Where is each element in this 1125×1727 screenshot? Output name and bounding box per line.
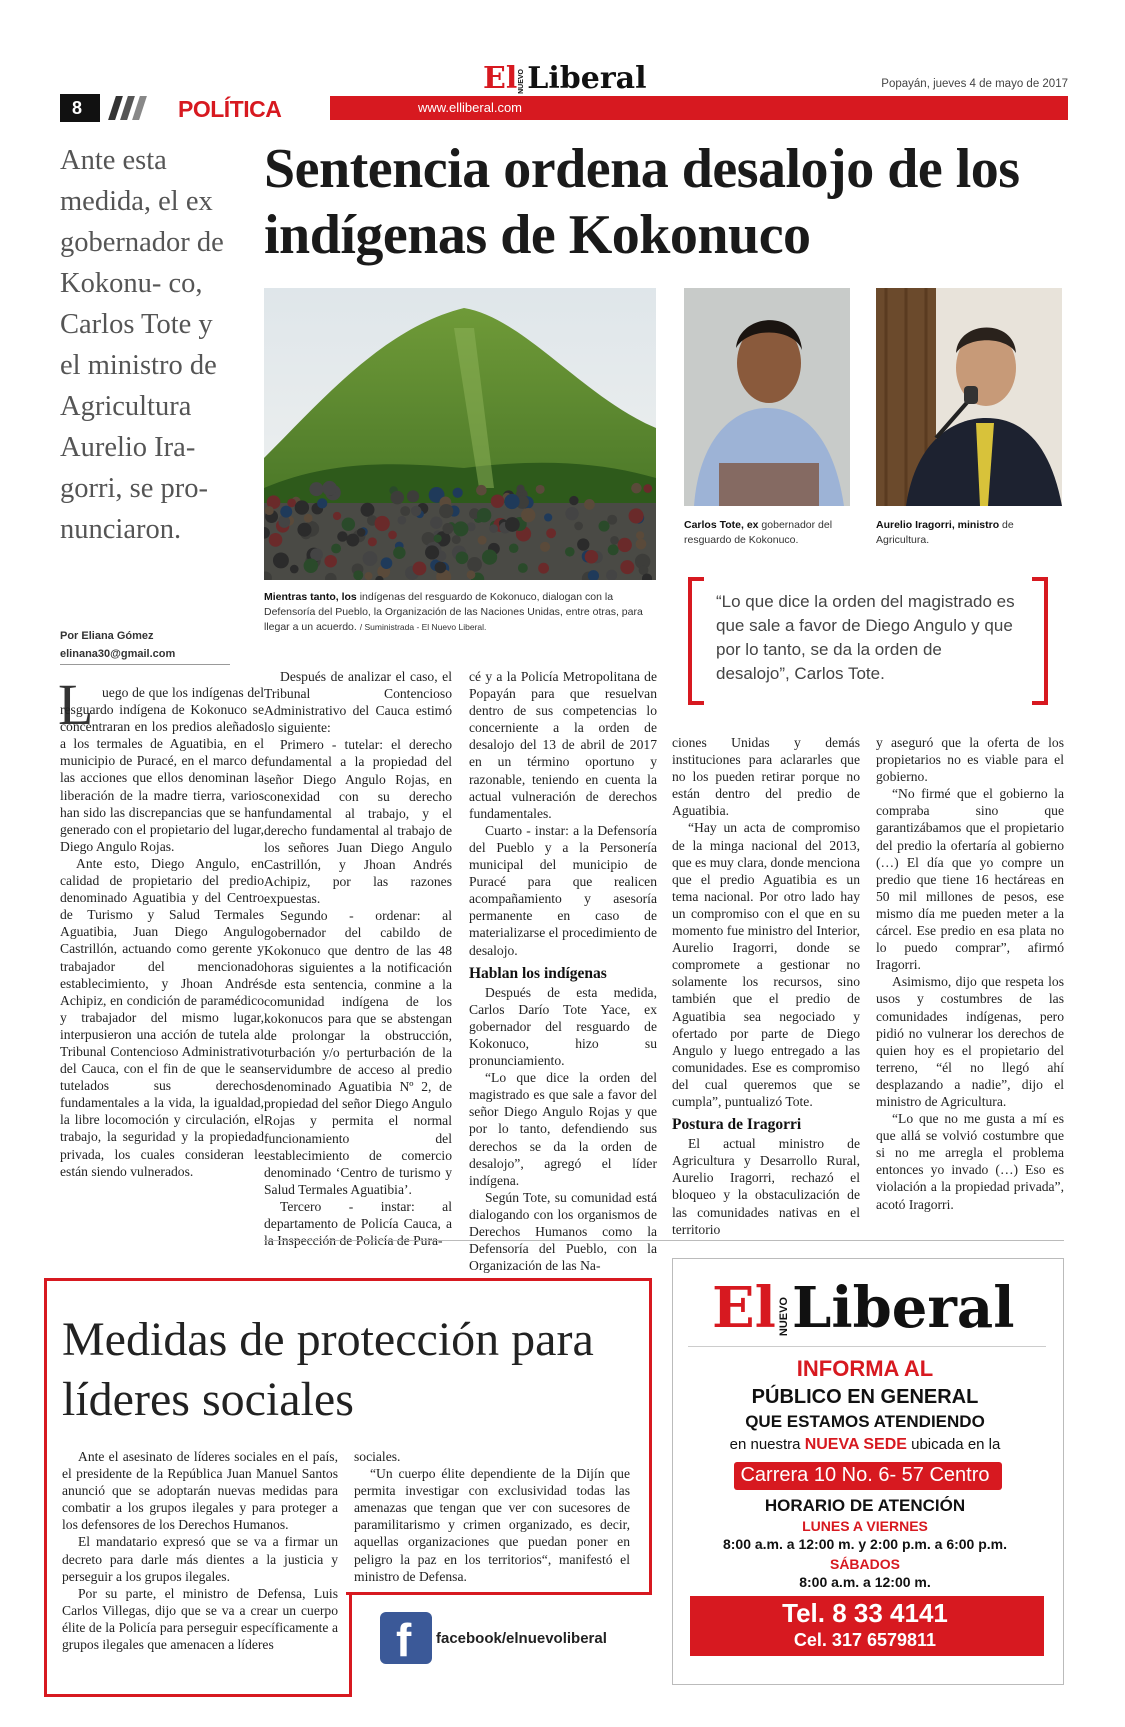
article-col2 [264, 668, 452, 1249]
article-col3-p2: Cuarto - instar: a la Defensoría del Pueblo y a la Personería municipal del municipio de Puracé para que realicen acompañamiento y asesoría permanente en caso de materializarse el procedimiento de desalojo. [469, 822, 657, 958]
article-col3-p1: cé y a la Policía Metropolitana de Popayán para que resuelvan dentro de sus competencias lo concerniente a la orden de desalojo del 13 de abril de 2017 en un término oportuno y razonable, teniendo en cuenta la actual vulneración de derechos fundamentales. [469, 669, 657, 821]
facebook-handle[interactable]: facebook/elnuevoliberal [436, 1630, 607, 1647]
ad-line4-highlight: NUEVA SEDE [804, 1436, 907, 1453]
byline-rule [60, 664, 230, 665]
ad-line4-pre: en nuestra [729, 1436, 801, 1453]
article-col5-p4: “Lo que no me gusta a mí es que allá se volvió costumbre que si no me arregla el problema entonces yo invado (…) Eso es violación a la propiedad privada”, acotó Iragorri. [876, 1111, 1064, 1212]
article-col1-p2: Ante esto, Diego Angulo, en calidad de propietario del predio denominado Aguatibia y del Centro de Turismo y Salud Termales Aguatibia, Juan Diego Angulo Castrillón, actuando como gerente y trabajador del mencionado establecimiento, y Jhoan Andrés Achipiz, en condición de paramédico y trabajador del mismo lugar, interpusieron una acción de tutela al Tribunal Contencioso Administrativo del Cauca, con el fin de que le sean tutelados sus derechos fundamentales a la vida, la igualdad, la libre locomoción y circulación, el trabajo, la seguridad y la propiedad privada, los cuales consideran le están siendo vulnerados. [60, 855, 264, 1179]
article-col5-p3: Asimismo, dijo que respeta los usos y costumbres de las comunidades indígenas, pero pidió no vulnerar los derechos de quien hoy es el propietario del terreno, “él no llegó ahí desplazando a nadie”, dijo el ministro de Agricultura. [876, 974, 1064, 1109]
article-col5 [876, 734, 1064, 1213]
ad-line1: INFORMA AL [796, 1356, 934, 1381]
article-col2-p4: Tercero - instar: al departamento de Policía Cauca, a la Inspección de Policía de Pura- [264, 1198, 452, 1249]
box-col1-p1: Ante el asesinato de líderes sociales en el país, el presidente de la República Juan Manuel Santos anunció que se adoptarán nuevas medidas para combatir a los grupos ilegales y para proteger a los defensores de los Derechos Humanos. [62, 1449, 338, 1533]
portrait-aurelio-iragorri [876, 288, 1062, 506]
main-photo-caption-text: indígenas del resguardo de Kokonuco, dialogan con la Defensoría del Pueblo, la Organización de las Naciones Unidas, entre otras, para llegar a un acuerdo. [264, 591, 643, 633]
ad-inner-rule [688, 1346, 1046, 1347]
main-photo-credit: / Suministrada - El Nuevo Liberal. [359, 622, 487, 632]
sidebar-pullquote: Ante esta medida, el ex gobernador de Kokonu- co, Carlos Tote y el ministro de Agricultura Aurelio Ira- gorri, se pro- nunciaron. [60, 145, 224, 545]
quote-bracket-left [688, 577, 704, 705]
main-photo-caption [264, 590, 656, 635]
box-col1-p3: Por su parte, el ministro de Defensa, Luis Carlos Villegas, dijo que se va a crear un cuerpo élite de la Policía para perseguir específicamente a grupos ilegales que amenacen a líderes [62, 1585, 338, 1653]
masthead-logo[interactable] [483, 58, 646, 94]
ad-logo [712, 1275, 1015, 1341]
ad-line4-post: ubicada en la [911, 1436, 1001, 1453]
ad-saturday-hours: 8:00 a.m. a 12:00 m. [799, 1574, 931, 1590]
portrait2-caption-text: de Agricultura. [876, 519, 1014, 546]
article-col2-p2: Primero - tutelar: el derecho fundamental a la propiedad del señor Diego Angulo Rojas, en conexidad con su derecho fundamental al trabajo, y el derecho fundamental al trabajo de los señores Juan Diego Angulo Castrillón, y Jhoan Andrés Achipiz, por las razones expuestas. [264, 737, 452, 907]
ad-saturday: SÁBADOS [829, 1556, 900, 1572]
ad-logo-el: El [712, 1275, 776, 1341]
ad-cel[interactable]: Cel. 317 6579811 [793, 1630, 937, 1650]
portrait1-caption-bold: Carlos Tote, ex [684, 519, 759, 531]
box-col2-p2: “Un cuerpo élite dependiente de la Dijín que permita investigar con exclusividad todas las amenazas que tengan que ver con sucesores de paramilitarismo y crimen organizado, es decir, aquellas organizaciones que puedan poner en peligro la paz en los territorios“, manifestó el ministro de Defensa. [354, 1466, 630, 1584]
byline: Por Eliana Gómez [60, 630, 154, 642]
subhead-hablan: Hablan los indígenas [469, 964, 607, 982]
section-divider [264, 1240, 1064, 1241]
main-headline: Sentencia ordena desalojo de los indígenas de Kokonuco [264, 138, 1020, 266]
quote-bracket-right [1032, 577, 1048, 705]
article-col1 [60, 684, 264, 1180]
byline-email[interactable]: elinana30@gmail.com [60, 648, 176, 660]
ad-line4 [680, 1436, 1050, 1454]
box-headline: Medidas de protección para líderes sociales [62, 1313, 594, 1426]
box-col2 [354, 1448, 630, 1585]
logo-liberal: Liberal [527, 61, 647, 96]
article-col4-p2: “Hay un acta de compromiso de la minga nacional del 2013, que es muy clara, donde menciona que el predio Aguatibia es un tema nacional. Por otro lado hay un compromiso con el que en su momento fue ministro del Interior, Aurelio Iragorri, donde se compromete a gestionar no solamente los recursos, sino también que el predio de Aguatibia sea negociado y ofertado por parte de Diego Angulo y luego entregado a las comunidades. Ese es compromiso del cual queremos que se cumpla”, puntualizó Tote. [672, 820, 860, 1109]
pull-quote: “Lo que dice la orden del magistrado es que sale a favor de Diego Angulo y que por lo tanto, se da la orden de desalojo”, Carlos Tote. [716, 592, 1015, 683]
facebook-icon[interactable]: f [380, 1612, 432, 1664]
article-col4-p3: El actual ministro de Agricultura y Desarrollo Rural, Aurelio Iragorri, rechazó el bloqueo y la obstaculización de las comunidades nativas en el territorio [672, 1136, 860, 1237]
ad-address: Carrera 10 No. 6- 57 Centro [740, 1464, 990, 1486]
article-col3-p4: “Lo que dice la orden del magistrado es que sale a favor del señor Diego Angulo Rojas y que por lo tanto, defendiendo sus derechos se da la orden de desalojo”, agregó el líder indígena. [469, 1070, 657, 1188]
ad-logo-nuevo: NUEVO [777, 1296, 790, 1336]
article-col3-p5: Según Tote, su comunidad está dialogando con los organismos de Derechos Humanos como la Defensoría del Pueblo, con la Organización de las Na- [469, 1189, 657, 1274]
portrait2-caption [876, 518, 1056, 548]
logo-el: El [483, 61, 518, 96]
article-col1-p1: uego de que los indígenas del resguardo indígena de Kokonuco se concentraran en los predios aleñados a los termales de Aguatibia, en el municipio de Puracé, en el marco de las acciones que ellos denominan la liberación de la madre tierra, varios han sido las discrepancias que se han generado con el propietario del lugar, Diego Angulo Rojas. [60, 685, 264, 854]
article-col5-p2: “No firmé que el gobierno la compraba sino que garantizábamos que el propietario del predio la ofertaría al gobierno (…) El día que yo compre un predio que tiene 16 hectáreas en 50 mil millones de pesos, ese mismo día me pueden meter a la cárcel. Ese predio en esa plata no lo puedo comprar”, afirmó Iragorri. [876, 786, 1064, 973]
portrait1-caption-text: gobernador del resguardo de Kokonuco. [684, 519, 833, 546]
header-bar [60, 94, 1068, 122]
article-col5-p1: y aseguró que la oferta de los propietarios no es viable para el gobierno. [876, 735, 1064, 785]
article-col4-p1: ciones Unidas y demás instituciones para aclararles que no los pueden retirar porque no están dentro del predio de Aguatibia. [672, 735, 860, 819]
subhead-postura: Postura de Iragorri [672, 1116, 802, 1134]
page-number: 8 [71, 98, 82, 118]
portrait1-caption [684, 518, 850, 548]
article-col3-p3: Después de esta medida, Carlos Darío Tote Yace, ex gobernador del resguardo de Kokonuco, hizo su pronunciamiento. [469, 984, 657, 1069]
box-col1 [62, 1448, 338, 1653]
logo-nuevo: NUEVO [518, 69, 526, 94]
main-photo-caption-bold: Mientras tanto, los [264, 591, 357, 603]
box-col1-p2: El mandatario expresó que se va a firmar un decreto para darle más dientes a la justicia y perseguir a los grupos ilegales. [62, 1534, 338, 1584]
portrait2-caption-bold: Aurelio Iragorri, ministro [876, 519, 1000, 531]
drop-cap: L [58, 672, 94, 737]
ad-weekday-hours: 8:00 a.m. a 12:00 m. y 2:00 p.m. a 6:00 p.m. [722, 1536, 1008, 1552]
portrait-carlos-tote [684, 288, 850, 506]
dateline: Popayán, jueves 4 de mayo de 2017 [881, 78, 1068, 90]
article-col3 [469, 668, 657, 1274]
box-col2-p1: sociales. [354, 1449, 401, 1464]
article-col4 [672, 734, 860, 1238]
website-label[interactable]: www.elliberal.com [417, 100, 523, 115]
ad-hours-title: HORARIO DE ATENCIÓN [764, 1496, 966, 1515]
mountain-photo [264, 288, 656, 580]
article-col2-p1: Después de analizar el caso, el Tribunal Contencioso Administrativo del Cauca estimó lo siguiente: [264, 669, 452, 736]
sidebar-story-box-step [346, 1592, 649, 1595]
ad-weekdays: LUNES A VIERNES [802, 1518, 928, 1534]
ad-logo-liberal: Liberal [791, 1275, 1015, 1341]
section-label: POLÍTICA [178, 96, 282, 122]
ad-line2: PÚBLICO EN GENERAL [751, 1386, 979, 1408]
ad-line3: QUE ESTAMOS ATENDIENDO [745, 1412, 985, 1431]
article-col2-p3: Segundo - ordenar: al gobernador del cabildo de Kokonuco que dentro de las 48 horas siguientes a la notificación de esta sentencia, conmine a la comunidad indígena de los kokonucos para que se abstengan de prolongar la obstrucción, turbación y/o perturbación de la servidumbre de acceso al predio denominado Aguatibia Nº 2, de propiedad del señor Diego Angulo Rojas y permita el normal funcionamiento del establecimiento de comercio denominado ‘Centro de turismo y Salud Termales Aguatibia’. [264, 908, 452, 1197]
ad-tel[interactable]: Tel. 8 33 4141 [782, 1598, 948, 1628]
